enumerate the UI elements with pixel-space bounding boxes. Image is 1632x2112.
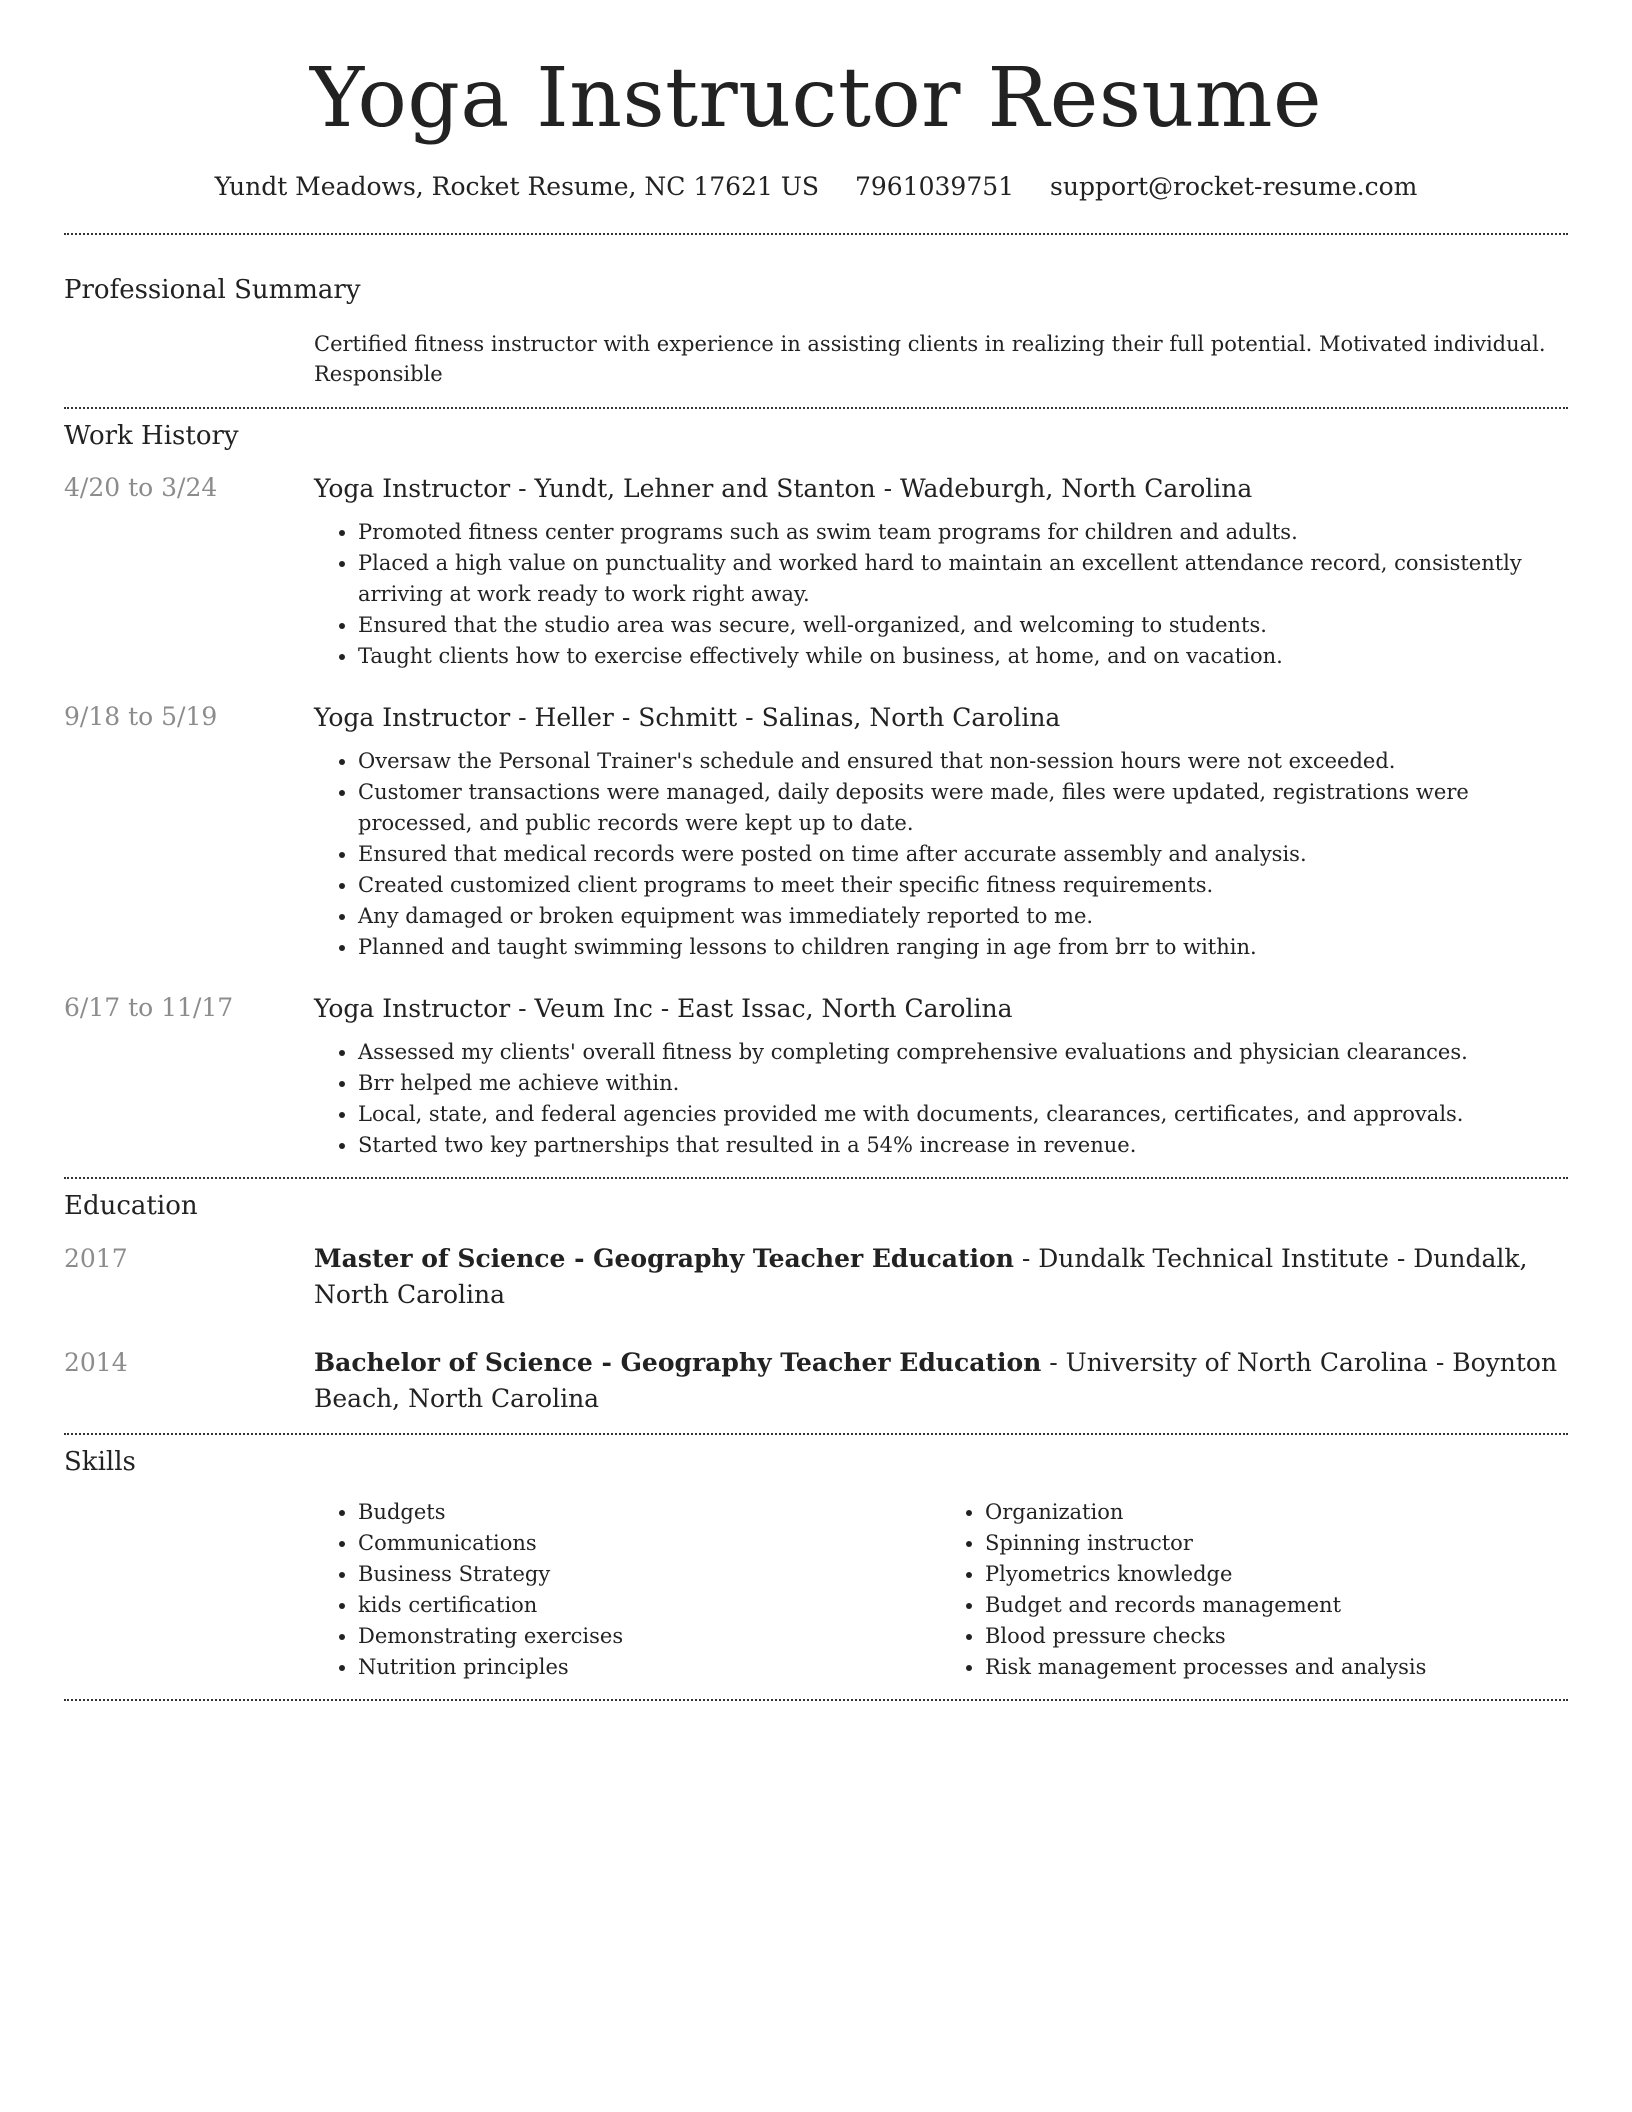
job-entry: [64, 702, 1568, 963]
skill-item: • Demonstrating exercises: [358, 1621, 941, 1652]
job-dates: 9/18 to 5/19: [64, 702, 218, 731]
skill-item: • Plyometrics knowledge: [985, 1559, 1568, 1590]
job-entry: [64, 473, 1568, 672]
list-item: • Started two key partnerships that resulted in a 54% increase in revenue.: [358, 1130, 1568, 1161]
job-dates: 6/17 to 11/17: [64, 993, 234, 1022]
list-item: • Customer transactions were managed, daily deposits were made, files were updated, registrations were processed, and public records were kept up to date.: [358, 777, 1568, 839]
resume-title: Yoga Instructor Resume: [309, 51, 1323, 146]
list-item: • Ensured that the studio area was secure, well-organized, and welcoming to students.: [358, 610, 1568, 641]
list-item: • Taught clients how to exercise effectively while on business, at home, and on vacation.: [358, 641, 1568, 672]
skill-item: • Spinning instructor: [985, 1528, 1568, 1559]
divider: [64, 1699, 1568, 1701]
skills-list-right: [941, 1497, 1568, 1683]
job-dates: 4/20 to 3/24: [64, 473, 218, 502]
list-item: • Created customized client programs to meet their specific fitness requirements.: [358, 870, 1568, 901]
work-section: [64, 409, 1568, 1161]
job-bullets: [314, 746, 1568, 963]
skill-item: • Business Strategy: [358, 1559, 941, 1590]
education-school: - Dundalk Technical Institute - Dundalk, North Carolina: [314, 1244, 1528, 1309]
job-title: Yoga Instructor - Veum Inc - East Issac, North Carolina: [314, 994, 1013, 1023]
education-entry: [64, 1241, 1568, 1313]
education-degree: Bachelor of Science - Geography Teacher Education: [314, 1348, 1042, 1377]
education-entry: [64, 1345, 1568, 1417]
list-item: • Promoted fitness center programs such as swim team programs for children and adults.: [358, 517, 1568, 548]
skills-list-left: [314, 1497, 941, 1683]
skill-item: • Budgets: [358, 1497, 941, 1528]
list-item: • Planned and taught swimming lessons to children ranging in age from brr to within.: [358, 932, 1568, 963]
work-heading: Work History: [64, 421, 239, 451]
list-item: • Local, state, and federal agencies provided me with documents, clearances, certificates, and approvals.: [358, 1099, 1568, 1130]
contact-phone: 7961039751: [855, 172, 1015, 201]
job-title: Yoga Instructor - Heller - Schmitt - Salinas, North Carolina: [314, 703, 1061, 732]
list-item: • Ensured that medical records were posted on time after accurate assembly and analysis.: [358, 839, 1568, 870]
job-title: Yoga Instructor - Yundt, Lehner and Stanton - Wadeburgh, North Carolina: [314, 474, 1253, 503]
list-item: • Placed a high value on punctuality and worked hard to maintain an excellent attendance record, consistently arriving at work ready to work right away.: [358, 548, 1568, 610]
skill-item: • Risk management processes and analysis: [985, 1652, 1568, 1683]
skill-item: • Organization: [985, 1497, 1568, 1528]
list-item: • Brr helped me achieve within.: [358, 1068, 1568, 1099]
education-year: 2017: [64, 1244, 128, 1273]
job-bullets: [314, 1037, 1568, 1161]
contact-address: Yundt Meadows, Rocket Resume, NC 17621 US: [214, 172, 820, 201]
education-section: [64, 1179, 1568, 1417]
skill-item: • kids certification: [358, 1590, 941, 1621]
skills-heading: Skills: [64, 1447, 136, 1477]
skills-section: [64, 1435, 1568, 1683]
skill-item: • Communications: [358, 1528, 941, 1559]
education-degree: Master of Science - Geography Teacher Education: [314, 1244, 1014, 1273]
education-year: 2014: [64, 1348, 128, 1377]
summary-section: [64, 235, 1568, 389]
education-heading: Education: [64, 1191, 198, 1221]
list-item: • Any damaged or broken equipment was immediately reported to me.: [358, 901, 1568, 932]
job-bullets: [314, 517, 1568, 672]
contact-email: support@rocket-resume.com: [1050, 172, 1418, 201]
skill-item: • Budget and records management: [985, 1590, 1568, 1621]
skill-item: • Blood pressure checks: [985, 1621, 1568, 1652]
education-school: - University of North Carolina - Boynton Beach, North Carolina: [314, 1348, 1558, 1413]
list-item: • Oversaw the Personal Trainer's schedule and ensured that non-session hours were not exceeded.: [358, 746, 1568, 777]
summary-text: Certified fitness instructor with experience in assisting clients in realizing their full potential. Motivated individual. Responsible: [314, 332, 1546, 386]
contact-line: [64, 172, 1568, 201]
job-entry: [64, 993, 1568, 1161]
summary-heading: Professional Summary: [64, 275, 361, 305]
skill-item: • Nutrition principles: [358, 1652, 941, 1683]
list-item: • Assessed my clients' overall fitness by completing comprehensive evaluations and physician clearances.: [358, 1037, 1568, 1068]
